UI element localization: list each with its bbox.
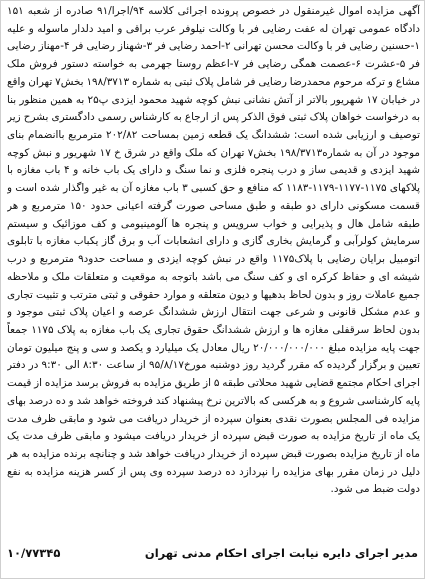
- auction-notice-body: آگهی مزایده اموال غیرمنقول در خصوص پرونده اجرائی کلاسه ۹۴/اجرا/۹۱ صادره از شعبه ۱۵۱ دادگاه عمومی تهران له عفت رضایی فر با وکالت نیلوفر عرب براقی و امید دلدار ماسوله و علیه ۱-حسنین رضایی فر با وکالت محسن تهرانی ۲-احمد رضایی فر ۳-شهناز رضایی فر ۴-مهناز رضایی فر ۵-عشرت ۶-عصمت همگی رضایی فر ۷-اعظم روستا جهرمی به خواسته دستور فروش ملک مشاع و ترکه مرحوم محمدرضا رضایی فر شامل پلاک ثبتی به شماره ۱۹۸/۳۷۱۳ بخش۷ تهران واقع در خیابان ۱۷ شهریور بالاتر از آتش نشانی نبش کوچه شهید محمود ایزدی پ۲۵ به همین منظور بنا به درخواست خواهان پلاک ثبتی فوق الذکر پس از ارجاع به کارشناس رسمی دادگستری بشرح زیر توصیف و ارزیابی شده است: ششدانگ یک قطعه زمین بمساحت ۲۰۲/۸۲ مترمربع باانضمام بنای موجود در آن به شماره۱۹۸/۳۷۱۳ بخش۷ تهران که ملک واقع در شرق خ ۱۷ شهریور و نبش کوچه شهید ایزدی و قدیمی ساز و درب پنجره فلزی و نما سنگ و دارای یک باب خانه و ۴ باب مغازه با پلاکهای ۱۱۷۵-۱۱۷۷-۱۱۷۹-۱۱۸۳ که منافع و حق کسبی ۳ باب مغازه آن به غیر واگذار شده است و قسمت مسکونی دارای دو طبقه و طبق مساحی صورت گرفته اعیانی حدود ۱۵۰ مترمربع و هر طبقه شامل هال و پذیرایی و خواب سرویس و پنجره ها آلومینیومی و کف موزائیک و سیستم سرمایش کولرآبی و گرمایش بخاری گازی و دارای انشعابات آب و برق گاز یکباب مغازه با تابلوی اتومبیل برایان رضایی با پلاک۱۱۷۵ واقع در نبش کوچه ایزدی و مساحت حدود۹ مترمربع و درب شیشه ای و حفاظ کرکره ای و کف سنگ می باشد باتوجه به موقعیت و متعلقات ملک و ملاحظه جمیع عاملات روز و بدون لحاظ بدهیها و دیون متعلقه و موارد حقوقی و ثبتی مترتب و تثبیت تجاری و عدم مشکل قانونی و شرعی جهت انتقال ارزش ششدانگ عرصه و اعیان پلاک ثبتی موجود و بدون لحاظ سرقفلی مغازه ها و ارزش ششدانگ حقوق تجاری یک باب مغازه به پلاک ۱۱۷۵ جمعاً جهت پایه مزایده مبلغ ۲۰/۰۰۰/۰۰۰/۰۰۰ ریال معادل یک میلیارد و یکصد و سی و پنج میلیون تومان تعیین و برگزار گردیده که مقرر گردید روز دوشنبه مورخ۹۵/۸/۱۷ از ساعت ۸:۳۰ الی ۹:۳۰ در دفتر اجرای احکام مجتمع قضایی شهید محلاتی طبقه ۵ از طریق مزایده به فروش برسد مزایده از قیمت پایه کارشناسی شروع و به هرکسی که بالاترین نرخ پیشنهاد کند فروخته خواهد شد و ده درصد بهای مزایده فی المجلس بصورت نقدی بعنوان سپرده از خریدار دریافت می شود و مابقی ظرف مدت یک ماه از تاریخ مزایده به صورت قبض سپرده از خریدار دریافت میشود و مابقی ظرف مدت یک ماه از تاریخ مزایده بصورت قبض سپرده از خریدار دریافت خواهد شد و چنانچه برنده مزایده به هر دلیل در زمان مقرر بهای مزایده را نپردازد ده درصد سپرده وی پس از کسر هزینه مزایده به نفع دولت ضبط می شود.: [7, 5, 420, 496]
- notice-footer: [7, 542, 418, 564]
- notice-code: ۱۰/۷۷۳۴۵: [7, 546, 61, 560]
- signer-title: مدیر اجرای دایره نیابت اجرای احکام مدنی تهران: [144, 546, 418, 560]
